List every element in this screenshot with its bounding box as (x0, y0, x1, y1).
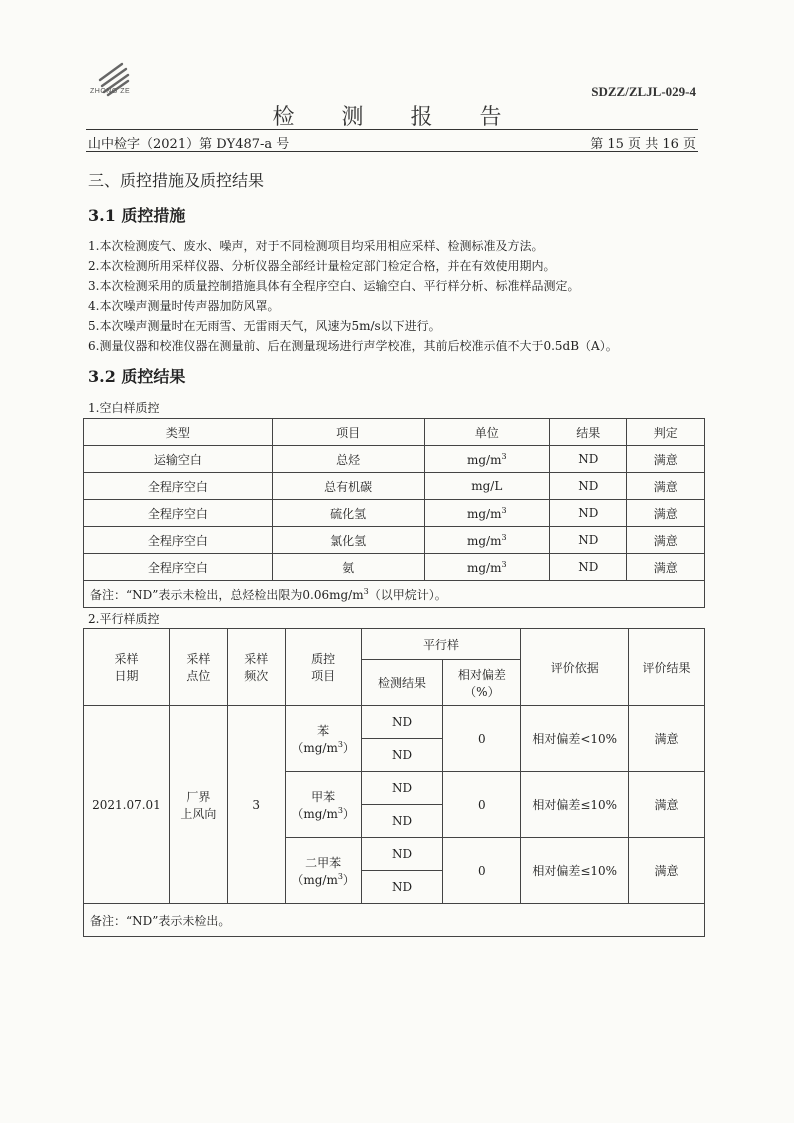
type-cell: 全程序空白 (84, 527, 273, 554)
result-cell: ND (550, 554, 627, 581)
basis-cell: 相对偏差<10% (521, 706, 629, 772)
page-info: 第 15 页 共 16 页 (590, 137, 696, 152)
item-cell: 总有机碳 (272, 473, 424, 500)
measure-item: 4.本次噪声测量时传声器加防风罩。 (88, 299, 280, 313)
unit-text: mg/m (467, 506, 502, 521)
item-cell (285, 838, 361, 904)
measure-item: 6.测量仪器和校准仪器在测量前、后在测量现场进行声学校准，其前后校准示值不大于0.5dB（A）。 (88, 339, 618, 353)
item-cell (285, 706, 361, 772)
unit-sup: 3 (337, 739, 343, 749)
type-cell: 运输空白 (84, 446, 273, 473)
note-sup: 3 (363, 586, 369, 596)
judge-cell: 满意 (627, 554, 705, 581)
note-text-end: （以甲烷计）。 (368, 587, 447, 602)
measure-item: 3.本次检测采用的质量控制措施具体有全程序空白、运输空白、平行样分析、标准样品测定。 (88, 279, 580, 293)
result-cell: ND (361, 772, 443, 805)
table-note-row (84, 581, 705, 608)
item-cell: 总烃 (272, 446, 424, 473)
type-cell: 全程序空白 (84, 500, 273, 527)
unit-sup: 3 (501, 505, 507, 515)
header-cell: 判定 (627, 419, 705, 446)
result-cell: ND (361, 871, 443, 904)
unit-cell (424, 500, 550, 527)
header-rule-bottom (86, 151, 698, 152)
unit-text: mg/m (467, 560, 502, 575)
header-cell: 相对偏差 （%） (443, 660, 521, 706)
item-name: 苯 (317, 723, 330, 738)
unit-text: （mg/m (291, 806, 338, 821)
item-name: 二甲苯 (305, 855, 342, 870)
subsection-heading-3-1: 3.1 质控措施 (88, 206, 186, 225)
result-cell: ND (361, 706, 443, 739)
unit-end: ） (342, 740, 355, 755)
unit-sup: 3 (501, 559, 507, 569)
unit-text: （mg/m (291, 872, 338, 887)
report-number: 山中检字（2021）第 DY487-a 号 (88, 137, 290, 152)
unit-text: mg/m (467, 452, 502, 467)
unit-cell (424, 554, 550, 581)
date-cell: 2021.07.01 (84, 706, 170, 904)
deviation-cell: 0 (443, 838, 521, 904)
item-cell (285, 772, 361, 838)
result-cell: ND (550, 473, 627, 500)
judge-cell: 满意 (627, 473, 705, 500)
header-cell: 评价结果 (629, 629, 705, 706)
table-row (84, 706, 705, 739)
unit-sup: 3 (337, 805, 343, 815)
item-unit (286, 871, 361, 888)
result-cell: ND (550, 527, 627, 554)
parallel-sample-table (83, 628, 705, 937)
result-cell: ND (550, 500, 627, 527)
header-cell: 采样 日期 (84, 629, 170, 706)
header-cell: 评价依据 (521, 629, 629, 706)
note-text: 备注：“ND”表示未检出，总烃检出限为0.06mg/m (90, 587, 364, 602)
note-cell (84, 581, 705, 608)
table-row (84, 554, 705, 581)
item-cell: 氨 (272, 554, 424, 581)
judge-cell: 满意 (627, 527, 705, 554)
unit-text: （mg/m (291, 740, 338, 755)
item-unit (286, 739, 361, 756)
unit-sup: 3 (501, 451, 507, 461)
deviation-cell: 0 (443, 706, 521, 772)
header-cell: 检测结果 (361, 660, 443, 706)
eval-cell: 满意 (629, 772, 705, 838)
unit-cell (424, 527, 550, 554)
measure-item: 5.本次噪声测量时在无雨雪、无雷雨天气，风速为5m/s以下进行。 (88, 319, 441, 333)
header-cell: 类型 (84, 419, 273, 446)
result-cell: ND (361, 739, 443, 772)
unit-text: mg/L (471, 479, 503, 493)
freq-cell: 3 (227, 706, 285, 904)
unit-end: ） (342, 872, 355, 887)
deviation-cell: 0 (443, 772, 521, 838)
judge-cell: 满意 (627, 446, 705, 473)
eval-cell: 满意 (629, 838, 705, 904)
note-cell: 备注：“ND”表示未检出。 (84, 904, 705, 937)
unit-text: mg/m (467, 533, 502, 548)
unit-cell (424, 446, 550, 473)
unit-end: ） (342, 806, 355, 821)
measure-item: 1.本次检测废气、废水、噪声，对于不同检测项目均采用相应采样、检测标准及方法。 (88, 239, 544, 253)
point-cell: 厂界 上风向 (169, 706, 227, 904)
item-cell: 硫化氢 (272, 500, 424, 527)
result-cell: ND (550, 446, 627, 473)
logo-text: ZHONG ZE (90, 88, 131, 95)
table-header-row (84, 419, 705, 446)
item-cell: 氯化氢 (272, 527, 424, 554)
judge-cell: 满意 (627, 500, 705, 527)
header-rule-top (86, 129, 698, 130)
header-cell: 平行样 (361, 629, 521, 660)
eval-cell: 满意 (629, 706, 705, 772)
table-note-row (84, 904, 705, 937)
result-cell: ND (361, 805, 443, 838)
blank-sample-table (83, 418, 705, 608)
header-cell: 质控 项目 (285, 629, 361, 706)
table-row (84, 500, 705, 527)
table-header-row (84, 629, 705, 660)
measure-item: 2.本次检测所用采样仪器、分析仪器全部经计量检定部门检定合格，并在有效使用期内。 (88, 259, 556, 273)
header-cell: 采样 点位 (169, 629, 227, 706)
type-cell: 全程序空白 (84, 473, 273, 500)
basis-cell: 相对偏差≤10% (521, 838, 629, 904)
item-unit (286, 805, 361, 822)
page-title: 检 测 报 告 (272, 105, 522, 130)
measures-list (88, 236, 708, 356)
table-row (84, 527, 705, 554)
document-code: SDZZ/ZLJL-029-4 (591, 84, 696, 99)
header-cell: 项目 (272, 419, 424, 446)
item-name: 甲苯 (311, 789, 336, 804)
header-cell: 单位 (424, 419, 550, 446)
subsection-heading-3-2: 3.2 质控结果 (88, 367, 186, 386)
unit-sup: 3 (501, 532, 507, 542)
type-cell: 全程序空白 (84, 554, 273, 581)
basis-cell: 相对偏差≤10% (521, 772, 629, 838)
header-cell: 结果 (550, 419, 627, 446)
result-cell: ND (361, 838, 443, 871)
blank-table-caption: 1.空白样质控 (88, 401, 160, 415)
unit-cell (424, 473, 550, 500)
table-row (84, 446, 705, 473)
table-row (84, 473, 705, 500)
section-heading: 三、质控措施及质控结果 (88, 171, 265, 190)
unit-sup: 3 (337, 871, 343, 881)
parallel-table-caption: 2.平行样质控 (88, 612, 160, 626)
header-cell: 采样 频次 (227, 629, 285, 706)
